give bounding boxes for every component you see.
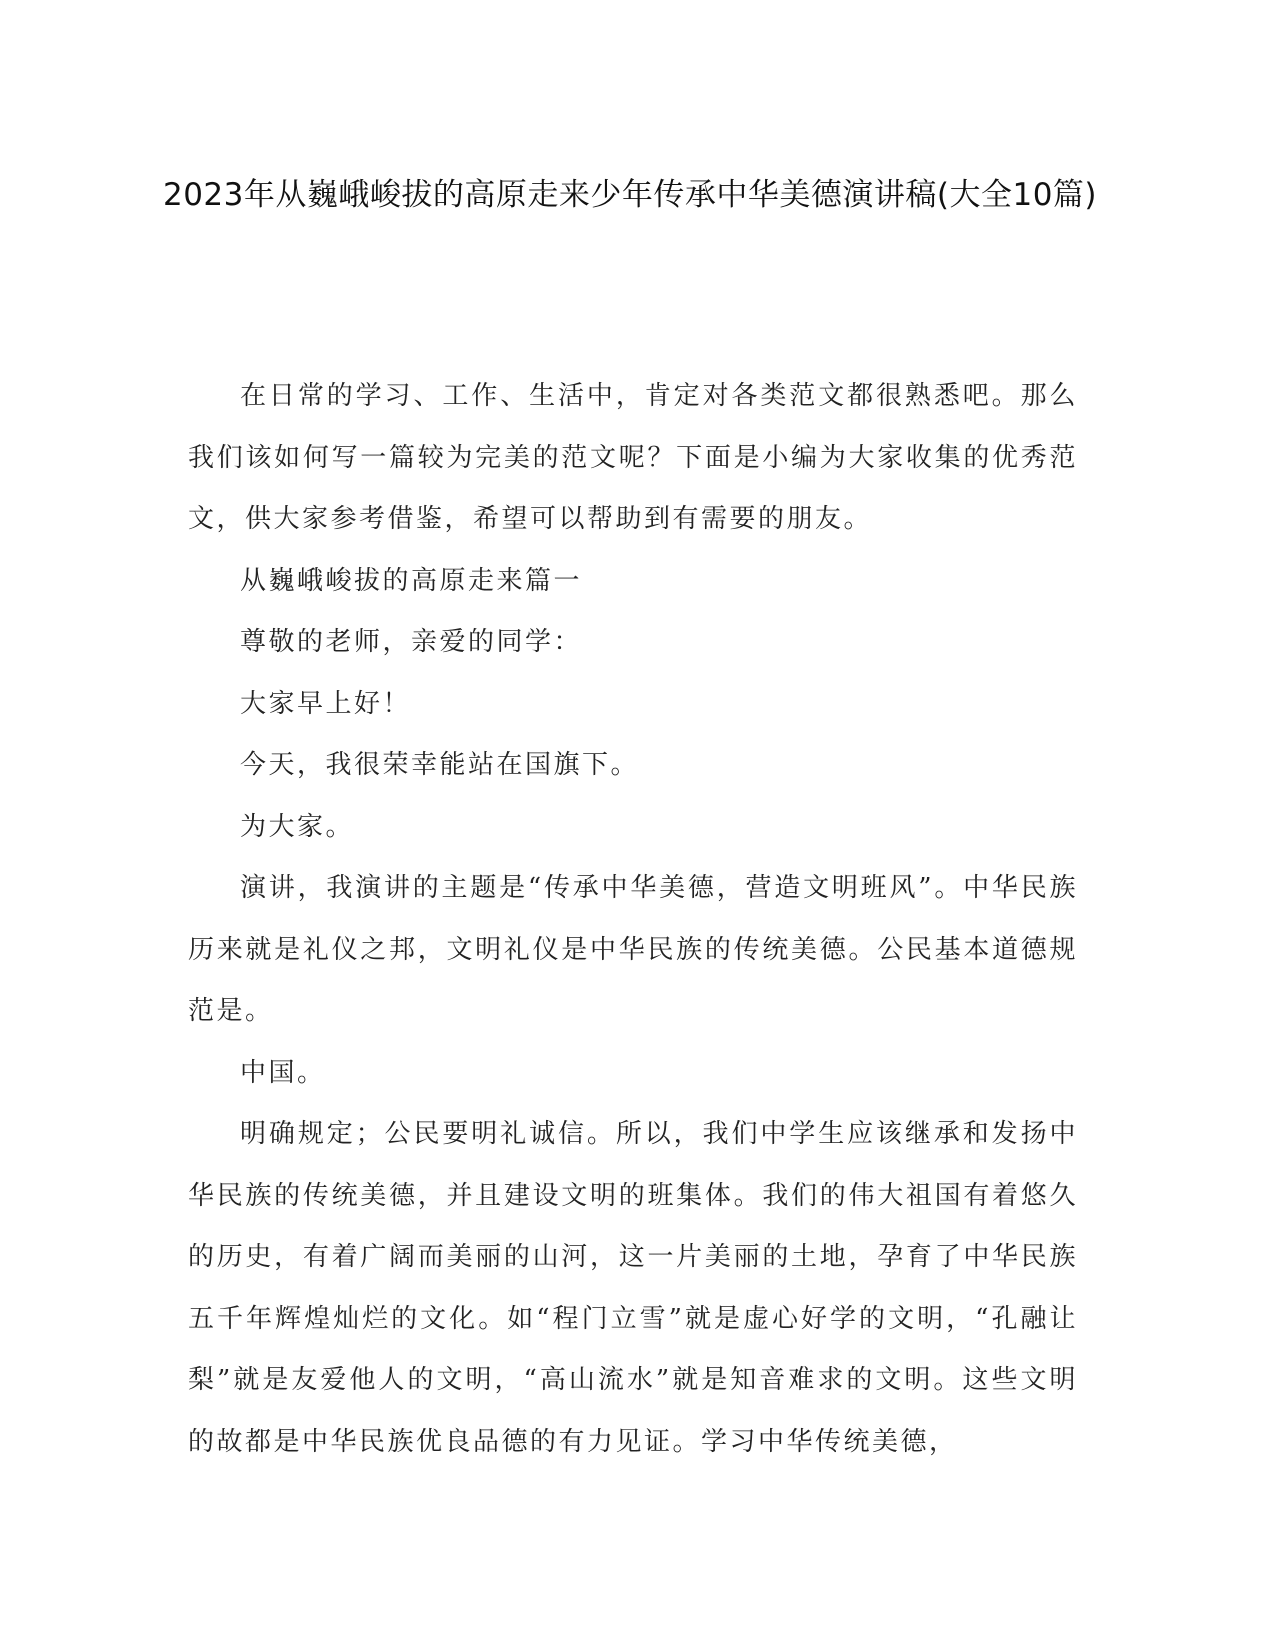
paragraph-short-1: 为大家。 bbox=[240, 811, 355, 842]
document-body bbox=[188, 366, 1078, 1473]
paragraph-short-2: 中国。 bbox=[240, 1057, 326, 1088]
paragraph-main: 明确规定；公民要明礼诚信。所以，我们中学生应该继承和发扬中华民族的传统美德，并且建设文明的班集体。我们的伟大祖国有着悠久的历史，有着广阔而美丽的山河，这一片美丽的土地，孕育了中华民族五千年辉煌灿烂的文化。如“程门立雪”就是虚心好学的文明，“孔融让梨”就是友爱他人的文明，“高山流水”就是知音难求的文明。这些文明的故都是中华民族优良品德的有力见证。学习中华传统美德， bbox=[188, 1119, 1078, 1457]
paragraph-opening: 今天，我很荣幸能站在国旗下。 bbox=[240, 750, 640, 780]
paragraph-section-heading: 从巍峨峻拔的高原走来篇一 bbox=[240, 565, 583, 596]
paragraph-salutation: 尊敬的老师，亲爱的同学： bbox=[240, 627, 583, 657]
paragraph-intro: 在日常的学习、工作、生活中，肯定对各类范文都很熟悉吧。那么我们该如何写一篇较为完美的范文呢？下面是小编为大家收集的优秀范文，供大家参考借鉴，希望可以帮助到有需要的朋友。 bbox=[188, 381, 1078, 534]
document-title: 2023年从巍峨峻拔的高原走来少年传承中华美德演讲稿(大全10篇) bbox=[162, 177, 1098, 213]
paragraph-greeting: 大家早上好！ bbox=[240, 688, 412, 719]
paragraph-theme: 演讲，我演讲的主题是“传承中华美德，营造文明班风”。中华民族历来就是礼仪之邦，文明礼仪是中华民族的传统美德。公民基本道德规范是。 bbox=[188, 873, 1078, 1026]
